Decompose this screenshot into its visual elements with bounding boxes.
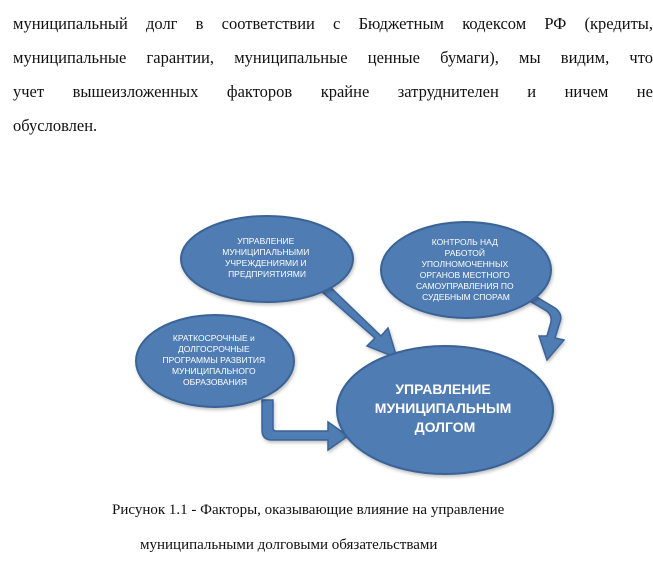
word: учет [13,82,45,101]
svg-text:КОНТРОЛЬ НАД РАБОТОЙ: КОНТРОЛЬ НАД РАБОТОЙ УПОЛНОМОЧЕННЫХ ОРГАНОВ МЕСТНОГО САМОУПРАВЛЕНИЯ ПО СУДЕБНЫМ СПОРАМ [415,237,514,302]
word: (кредиты, [584,14,653,33]
svg-text:УПРАВЛЕНИЕ МУНИЦИПАЛЬНЫМ: УПРАВЛЕНИЕ МУНИЦИПАЛЬНЫМ ДОЛГОМ [374,381,512,435]
word: не [636,82,653,101]
word: долг [146,14,178,33]
word: Бюджетным [358,14,444,33]
figure-caption-line-2: муниципальными долговыми обязательствами [140,537,438,553]
word: с [333,14,341,33]
word: гарантии, [146,48,215,67]
arrow-left-to-center [262,400,348,450]
node-development-programs [136,315,294,407]
word: что [629,48,653,67]
word: в [195,14,204,33]
paragraph-line-4: обусловлен. [13,116,98,135]
word: и [527,82,537,101]
figure-caption-line-1: Рисунок 1.1 - Факторы, оказывающие влияние на управление [112,502,505,518]
word: кодексом [462,14,527,33]
word: затруднителен [397,82,499,101]
word: бумаги), [440,48,499,67]
node-municipal-debt-management [337,346,553,474]
word: факторов [226,82,293,101]
word: видим, [560,48,610,67]
svg-text:УПРАВЛЕНИЕ МУНИЦИПАЛЬНЫМ: УПРАВЛЕНИЕ МУНИЦИПАЛЬНЫМИ УЧРЕЖДЕНИЯМИ И ПРЕДПРИЯТИЯМИ [222,236,310,279]
word: ничем [564,82,609,101]
word: муниципальный [13,14,128,33]
svg-text:КРАТКОСРОЧНЫЕ и ДОЛГОСРО: КРАТКОСРОЧНЫЕ и ДОЛГОСРОЧНЫЕ ПРОГРАММЫ РАЗВИТИЯ МУНИЦИПАЛЬНОГО ОБРАЗОВАНИЯ [162,333,266,387]
word: муниципальные [234,48,348,67]
word: соответствии [221,14,315,33]
word: ценные [367,48,420,67]
node-municipal-institutions [181,216,353,302]
word: вышеизложенных [72,82,199,101]
word: мы [519,48,541,67]
word: муниципальные [13,48,127,67]
arrow-top-left-to-center [320,283,397,358]
word: крайне [320,82,370,101]
arrow-top-right-to-center [528,296,564,360]
word: РФ [544,14,567,33]
node-control-court-disputes [381,222,551,318]
